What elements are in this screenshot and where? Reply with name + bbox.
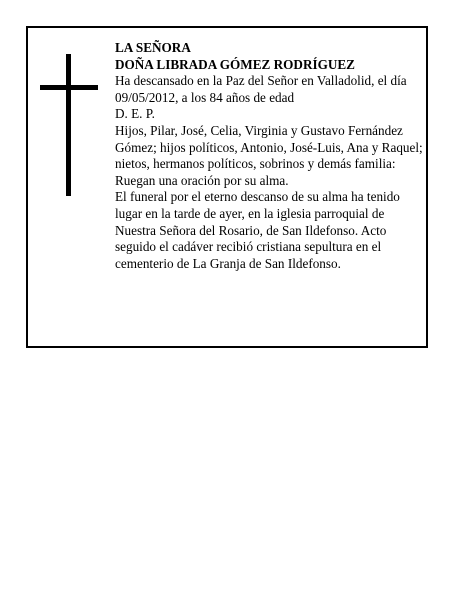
obituary-notice xyxy=(26,26,428,348)
cross-vertical-bar xyxy=(66,54,71,196)
death-statement: Ha descansado en la Paz del Señor en Valladolid, el día 09/05/2012, a los 84 años de edad xyxy=(115,73,407,105)
funeral-details: El funeral por el eterno descanso de su alma ha tenido lugar en la tarde de ayer, en la iglesia parroquial de Nuestra Señora del Rosario, de San Ildefonso. Acto seguido el cadáver recibió cristiana sepultura en el cementerio de La Granja de San Ildefonso. xyxy=(115,189,400,271)
rip-text: D. E. P. xyxy=(115,106,155,122)
family-list: Hijos, Pilar, José, Celia, Virginia y Gustavo Fernández Gómez; hijos políticos, Antonio, José-Luis, Ana y Raquel; nietos, hermanos políticos, sobrinos y demás familia: xyxy=(115,122,423,172)
notice-text xyxy=(115,40,423,272)
prayer-request: Ruegan una oración por su alma. xyxy=(115,172,289,188)
title-line-1: LA SEÑORA xyxy=(115,40,191,55)
cross-icon xyxy=(40,54,98,196)
deceased-name: DOÑA LIBRADA GÓMEZ RODRÍGUEZ xyxy=(115,56,355,72)
cross-horizontal-bar xyxy=(40,85,98,90)
